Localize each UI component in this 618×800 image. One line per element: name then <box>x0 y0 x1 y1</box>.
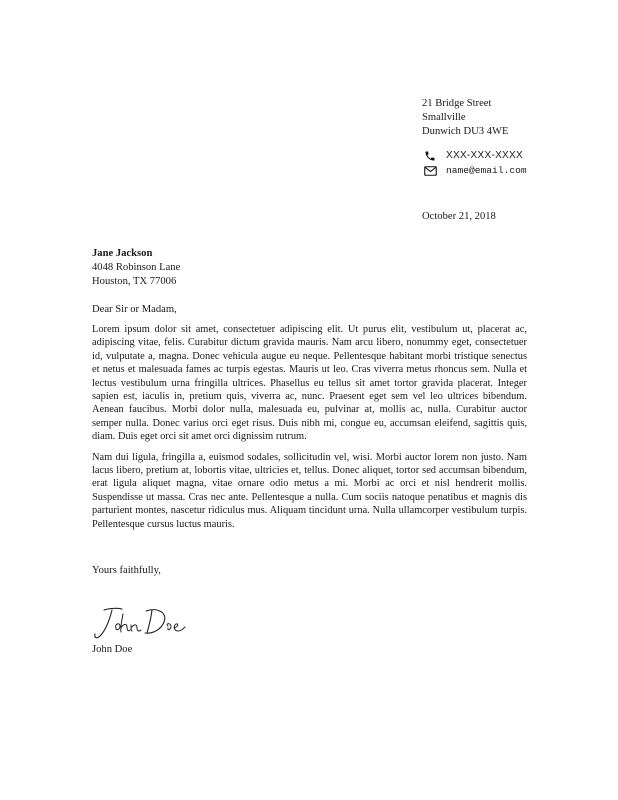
recipient-name: Jane Jackson <box>92 248 153 259</box>
sender-city: Smallville <box>422 112 466 123</box>
closing: Yours faithfully, <box>92 565 161 576</box>
signature-image <box>90 600 190 647</box>
envelope-icon <box>422 165 438 177</box>
sender-postcode: Dunwich DU3 4WE <box>422 126 509 137</box>
recipient-city: Houston, TX 77006 <box>92 276 177 287</box>
sender-email[interactable]: name@email.com <box>446 165 527 176</box>
letter-date: October 21, 2018 <box>422 211 496 222</box>
sender-address <box>422 97 509 139</box>
sender-street: 21 Bridge Street <box>422 98 492 109</box>
body-paragraph: Nam dui ligula, fringilla a, euismod sodales, sollicitudin vel, wisi. Morbi auctor lorem non justo. Nam lacus libero, pretium at, lobortis vitae, ultricies et, tellus. Donec aliquet, tortor sed accumsan bibendum, erat ligula aliquet magna, vitae ornare odio metus a mi. Morbi ac orci et nisl hendrerit mollis. Suspendisse ut massa. Cras nec ante. Pellentesque a nulla. Cum sociis natoque penatibus et magnis dis parturient montes, nascetur ridiculus mus. Aliquam tincidunt urna. Nulla ullamcorper vestibulum turpis. Pellentesque cursus luctus mauris. <box>92 451 527 530</box>
phone-row <box>422 148 527 163</box>
recipient-address <box>92 247 180 289</box>
salutation: Dear Sir or Madam, <box>92 304 177 315</box>
sender-phone: XXX-XXX-XXXX <box>446 150 523 161</box>
body-paragraph: Lorem ipsum dolor sit amet, consectetuer adipiscing elit. Ut purus elit, vestibulum ut, placerat ac, adipiscing vitae, felis. Curabitur dictum gravida mauris. Nam arcu libero, nonummy eget, consectetuer id, vulputate a, magna. Donec vehicula augue eu neque. Pellentesque habitant morbi tristique senectus et netus et malesuada fames ac turpis egestas. Mauris ut leo. Cras viverra metus rhoncus sem. Nulla et lectus vestibulum urna fringilla ultrices. Phasellus eu tellus sit amet tortor gravida placerat. Integer sapien est, iaculis in, pretium quis, viverra ac, nunc. Praesent eget sem vel leo ultrices bibendum. Aenean faucibus. Morbi dolor nulla, malesuada eu, pulvinar at, mollis ac, nulla. Curabitur auctor semper nulla. Donec varius orci eget risus. Duis nibh mi, congue eu, accumsan eleifend, sagittis quis, diam. Duis eget orci sit amet orci dignissim rutrum. <box>92 324 527 443</box>
email-row <box>422 163 527 178</box>
sender-contact <box>422 148 527 178</box>
phone-icon <box>422 150 438 162</box>
signer-name: John Doe <box>92 644 133 655</box>
letter-body <box>92 323 527 538</box>
recipient-street: 4048 Robinson Lane <box>92 262 181 273</box>
